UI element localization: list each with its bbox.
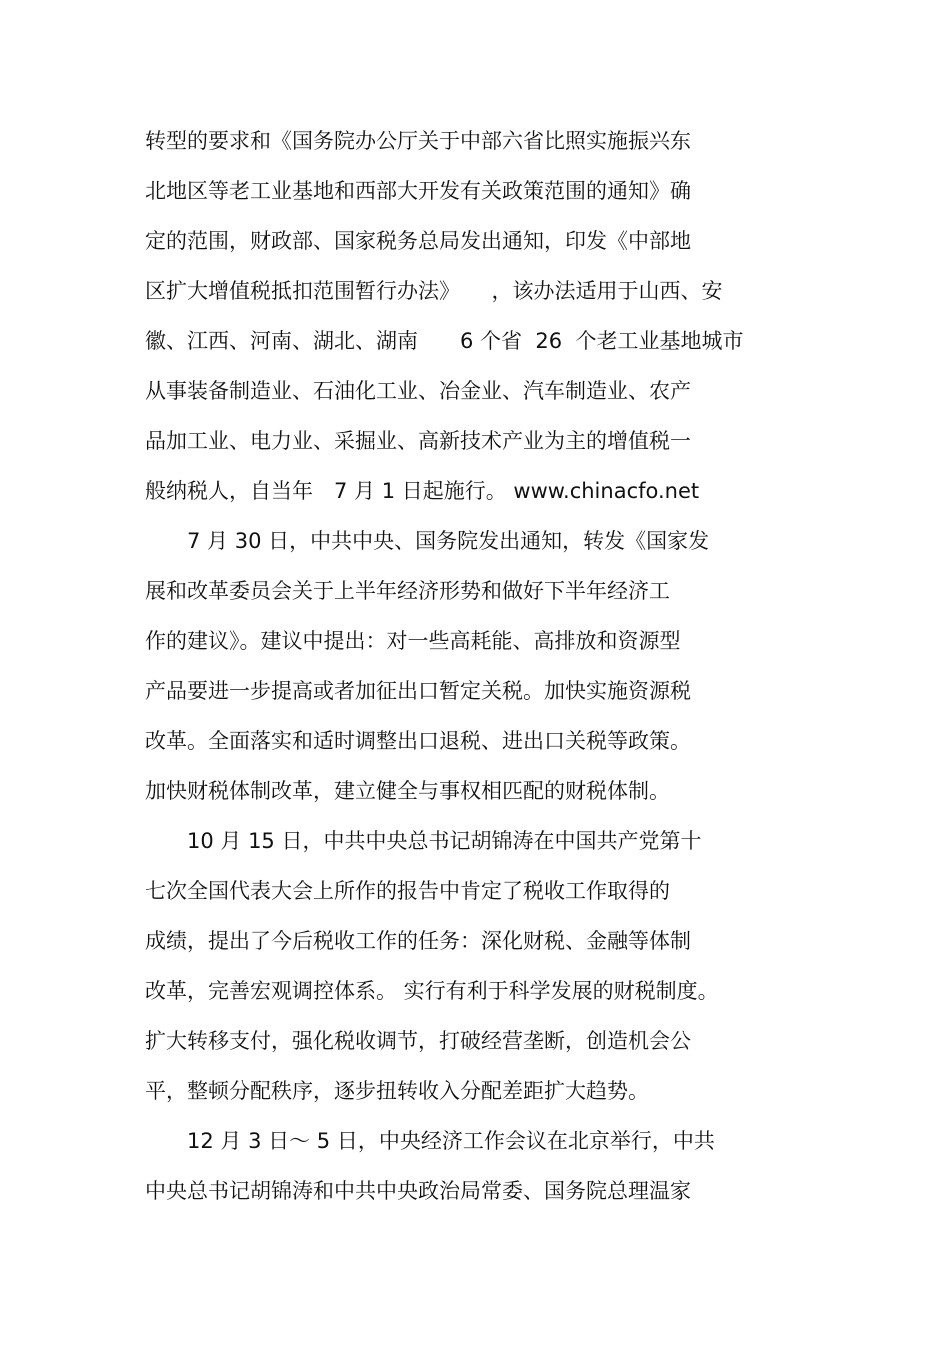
text-line: 10 月 15 日，中共中央总书记胡锦涛在中国共产党第十 bbox=[145, 829, 702, 853]
text-line: 产品要进一步提高或者加征出口暂定关税。加快实施资源税 bbox=[145, 679, 691, 703]
text-line: 成绩，提出了今后税收工作的任务：深化财税、金融等体制 bbox=[145, 929, 691, 953]
text-line: 12 月 3 日～ 5 日，中央经济工作会议在北京举行，中共 bbox=[145, 1129, 715, 1153]
text-line: 七次全国代表大会上所作的报告中肯定了税收工作取得的 bbox=[145, 879, 670, 903]
text-line: 徽、江西、河南、湖北、湖南 6 个省 26 个老工业基地城市 bbox=[145, 329, 744, 353]
text-line: 改革，完善宏观调控体系。 实行有利于科学发展的财税制度。 bbox=[145, 979, 719, 1003]
text-line: 北地区等老工业基地和西部大开发有关政策范围的通知》确 bbox=[145, 179, 691, 203]
text-line: 区扩大增值税抵扣范围暂行办法》 ，该办法适用于山西、安 bbox=[145, 279, 723, 303]
text-line: 定的范围，财政部、国家税务总局发出通知，印发《中部地 bbox=[145, 229, 691, 253]
text-line: 转型的要求和《国务院办公厅关于中部六省比照实施振兴东 bbox=[145, 129, 691, 153]
text-line: 展和改革委员会关于上半年经济形势和做好下半年经济工 bbox=[145, 579, 670, 603]
text-line: 品加工业、电力业、采掘业、高新技术产业为主的增值税一 bbox=[145, 429, 691, 453]
text-line: 中央总书记胡锦涛和中共中央政治局常委、国务院总理温家 bbox=[145, 1179, 691, 1203]
text-line: 7 月 30 日，中共中央、国务院发出通知，转发《国家发 bbox=[145, 529, 710, 553]
text-line: 般纳税人，自当年 7 月 1 日起施行。 www.chinacfo.net bbox=[145, 479, 700, 503]
text-line: 加快财税体制改革，建立健全与事权相匹配的财税体制。 bbox=[145, 779, 670, 803]
text-line: 作的建议》。建议中提出：对一些高耗能、高排放和资源型 bbox=[145, 629, 681, 653]
text-line: 改革。全面落实和适时调整出口退税、进出口关税等政策。 bbox=[145, 729, 691, 753]
text-line: 从事装备制造业、石油化工业、冶金业、汽车制造业、农产 bbox=[145, 379, 691, 403]
text-line: 扩大转移支付，强化税收调节，打破经营垄断，创造机会公 bbox=[145, 1029, 691, 1053]
text-line: 平，整顿分配秩序，逐步扭转收入分配差距扩大趋势。 bbox=[145, 1079, 649, 1103]
